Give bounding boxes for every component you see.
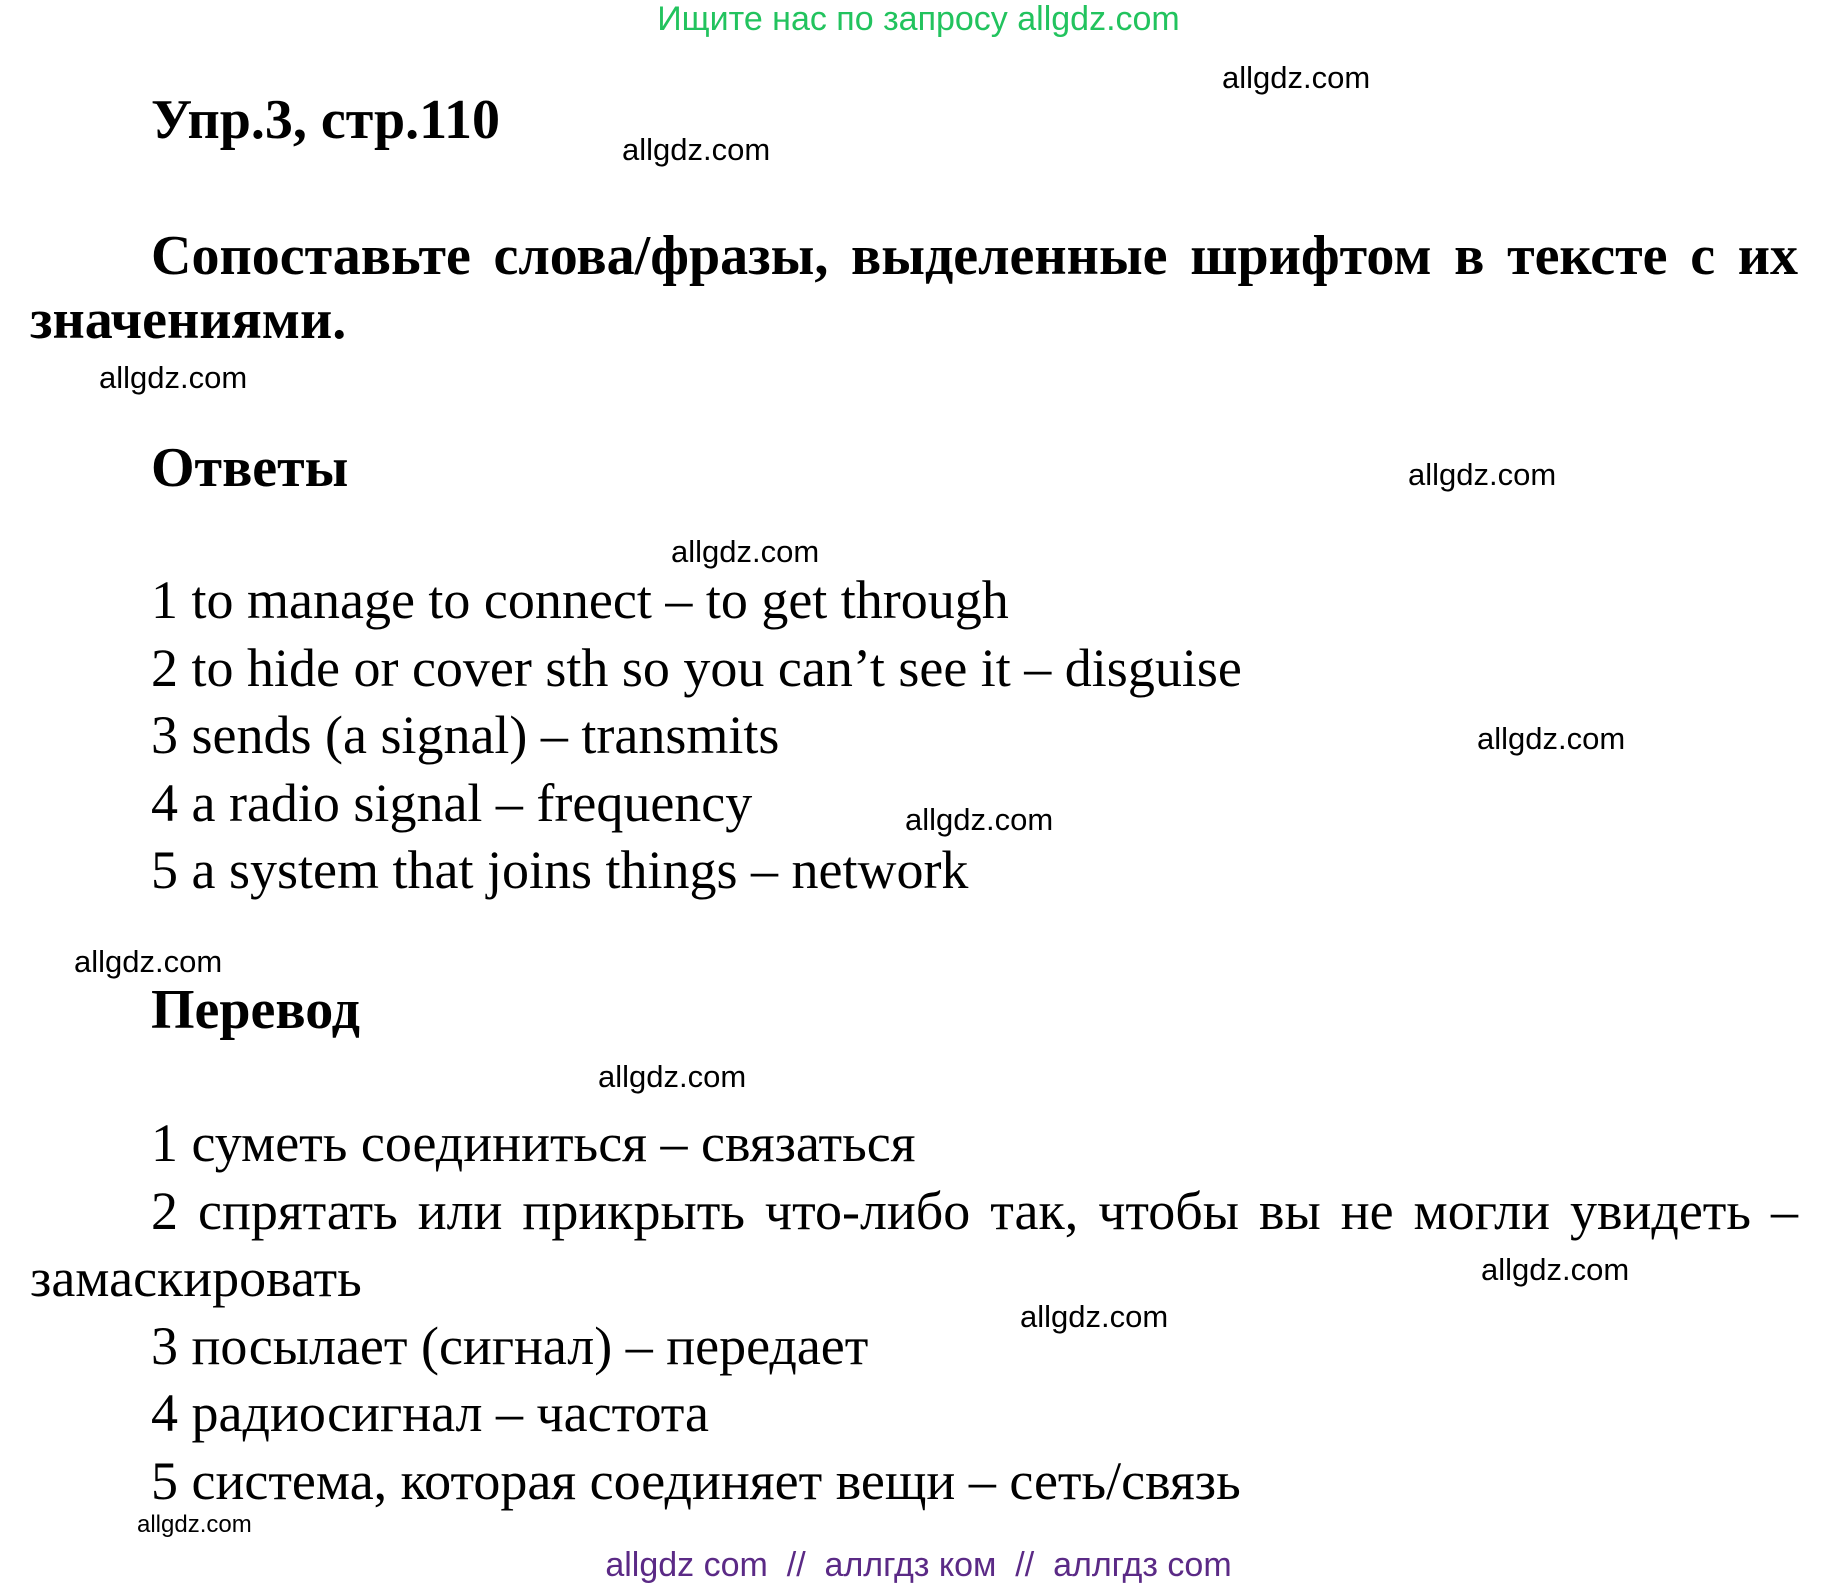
watermark: allgdz.com: [1408, 457, 1557, 492]
translation-item: 4 радиосигнал – частота: [151, 1383, 709, 1443]
translation-item: 3 посылает (сигнал) – передает: [151, 1315, 869, 1376]
watermark: allgdz.com: [1477, 721, 1626, 756]
task-text: Сопоставьте слова/фразы, выделенные шрифтом в тексте с их значениями.: [30, 225, 1798, 351]
answer-item: 5 a system that joins things – network: [151, 840, 969, 900]
translation-heading: Перевод: [151, 979, 360, 1041]
bottom-banner[interactable]: allgdz com // аллгдз ком // аллгдз com: [605, 1546, 1232, 1584]
watermark: allgdz.com: [137, 1511, 252, 1538]
translation-item: 2 спрятать или прикрыть что-либо так, чтобы вы не могли увидеть – замаскировать: [30, 1180, 1798, 1308]
page-title: Упр.3, стр.110: [151, 89, 501, 151]
watermark: allgdz.com: [1020, 1299, 1169, 1334]
top-banner[interactable]: Ищите нас по запросу allgdz.com: [657, 0, 1180, 38]
translation-item: 5 система, которая соединяет вещи – сеть/связь: [151, 1450, 1241, 1511]
answers-heading: Ответы: [151, 437, 349, 499]
watermark: allgdz.com: [1222, 60, 1371, 95]
watermark: allgdz.com: [671, 534, 820, 569]
answer-item: 2 to hide or cover sth so you can’t see it – disguise: [151, 637, 1242, 698]
watermark: allgdz.com: [598, 1059, 747, 1094]
answer-item: 1 to manage to connect – to get through: [151, 570, 1009, 630]
watermark: allgdz.com: [905, 802, 1054, 837]
watermark: allgdz.com: [99, 360, 248, 395]
answer-item: 3 sends (a signal) – transmits: [151, 705, 780, 765]
watermark: allgdz.com: [74, 944, 223, 979]
translation-item: 1 суметь соединиться – связаться: [151, 1113, 916, 1173]
answer-item: 4 a radio signal – frequency: [151, 772, 753, 833]
translation-list: [30, 1110, 1798, 1515]
watermark: allgdz.com: [1481, 1252, 1630, 1287]
watermark: allgdz.com: [622, 132, 771, 167]
